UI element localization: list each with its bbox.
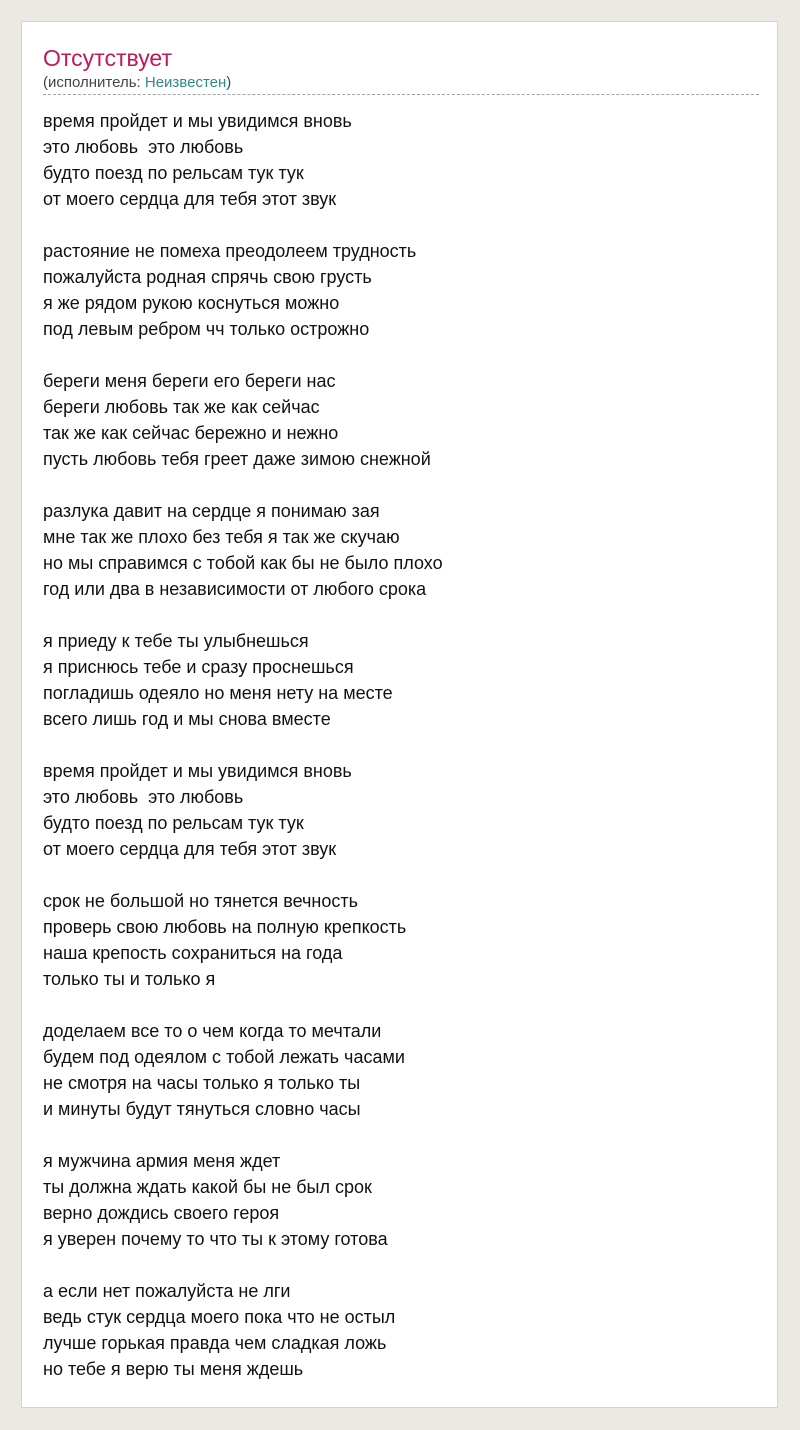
lyric-line: под левым ребром чч только острожно xyxy=(43,319,370,339)
lyric-line: лучше горькая правда чем сладкая ложь xyxy=(43,1333,387,1353)
lyric-line: это любовь это любовь xyxy=(43,137,244,157)
lyric-line: пожалуйста родная спрячь свою грусть xyxy=(43,267,372,287)
lyric-line: наша крепость сохраниться на года xyxy=(43,943,343,963)
lyric-line: и минуты будут тянуться словно часы xyxy=(43,1099,361,1119)
stanza xyxy=(43,758,759,862)
lyric-line: только ты и только я xyxy=(43,969,216,989)
lyric-line: год или два в независимости от любого срока xyxy=(43,579,427,599)
artist-link[interactable]: Неизвестен xyxy=(144,74,227,91)
stanza xyxy=(43,1018,759,1122)
lyric-line: но тебе я верю ты меня ждешь xyxy=(43,1359,304,1379)
stanza xyxy=(43,238,759,342)
lyric-line: мне так же плохо без тебя я так же скучаю xyxy=(43,527,400,547)
lyric-line: береги любовь так же как сейчас xyxy=(43,397,320,417)
lyric-line: доделаем все то о чем когда то мечтали xyxy=(43,1021,382,1041)
lyric-line: будто поезд по рельсам тук тук xyxy=(43,163,304,183)
lyric-line: от моего сердца для тебя этот звук xyxy=(43,189,337,209)
lyrics-body xyxy=(43,108,759,1408)
lyric-line: верно дождись своего героя xyxy=(43,1203,280,1223)
lyric-line: так же как сейчас бережно и нежно xyxy=(43,423,339,443)
stanza xyxy=(43,1148,759,1252)
lyrics-card xyxy=(21,21,778,1408)
artist-prefix: (исполнитель: xyxy=(43,74,145,91)
lyric-line: время пройдет и мы увидимся вновь xyxy=(43,761,352,781)
lyric-line: это любовь это любовь xyxy=(43,787,244,807)
lyric-line: срок не большой но тянется вечность xyxy=(43,891,358,911)
lyric-line: но мы справимся с тобой как бы не было плохо xyxy=(43,553,443,573)
lyric-line: береги меня береги его береги нас xyxy=(43,371,336,391)
lyric-line: я уверен почему то что ты к этому готова xyxy=(43,1229,388,1249)
lyric-line: а если нет пожалуйста не лги xyxy=(43,1281,291,1301)
header-divider xyxy=(43,94,759,95)
lyric-line: я мужчина армия меня ждет xyxy=(43,1151,281,1171)
stanza xyxy=(43,108,759,212)
lyric-line: ведь стук сердца моего пока что не остыл xyxy=(43,1307,396,1327)
stanza xyxy=(43,1278,759,1382)
artist-line xyxy=(43,73,231,93)
stanza xyxy=(43,888,759,992)
lyric-line: разлука давит на сердце я понимаю зая xyxy=(43,501,380,521)
lyric-line: я же рядом рукою коснуться можно xyxy=(43,293,340,313)
lyric-line: от моего сердца для тебя этот звук xyxy=(43,839,337,859)
lyric-line: я приеду к тебе ты улыбнешься xyxy=(43,631,309,651)
lyric-line: я приснюсь тебе и сразу проснешься xyxy=(43,657,354,677)
lyric-line: будто поезд по рельсам тук тук xyxy=(43,813,304,833)
lyric-line: не смотря на часы только я только ты xyxy=(43,1073,361,1093)
lyric-line: всего лишь год и мы снова вместе xyxy=(43,709,331,729)
song-title: Отсутствует xyxy=(43,45,172,71)
lyric-line: ты должна ждать какой бы не был срок xyxy=(43,1177,372,1197)
lyric-line: время пройдет и мы увидимся вновь xyxy=(43,111,352,131)
lyric-line: погладишь одеяло но меня нету на месте xyxy=(43,683,393,703)
stanza xyxy=(43,498,759,602)
lyric-line: будем под одеялом с тобой лежать часами xyxy=(43,1047,405,1067)
artist-suffix: ) xyxy=(226,74,232,91)
stanza xyxy=(43,628,759,732)
lyric-line: растояние не помеха преодолеем трудность xyxy=(43,241,417,261)
lyric-line: проверь свою любовь на полную крепкость xyxy=(43,917,407,937)
lyric-line: пусть любовь тебя греет даже зимою снежной xyxy=(43,449,431,469)
stanza xyxy=(43,368,759,472)
